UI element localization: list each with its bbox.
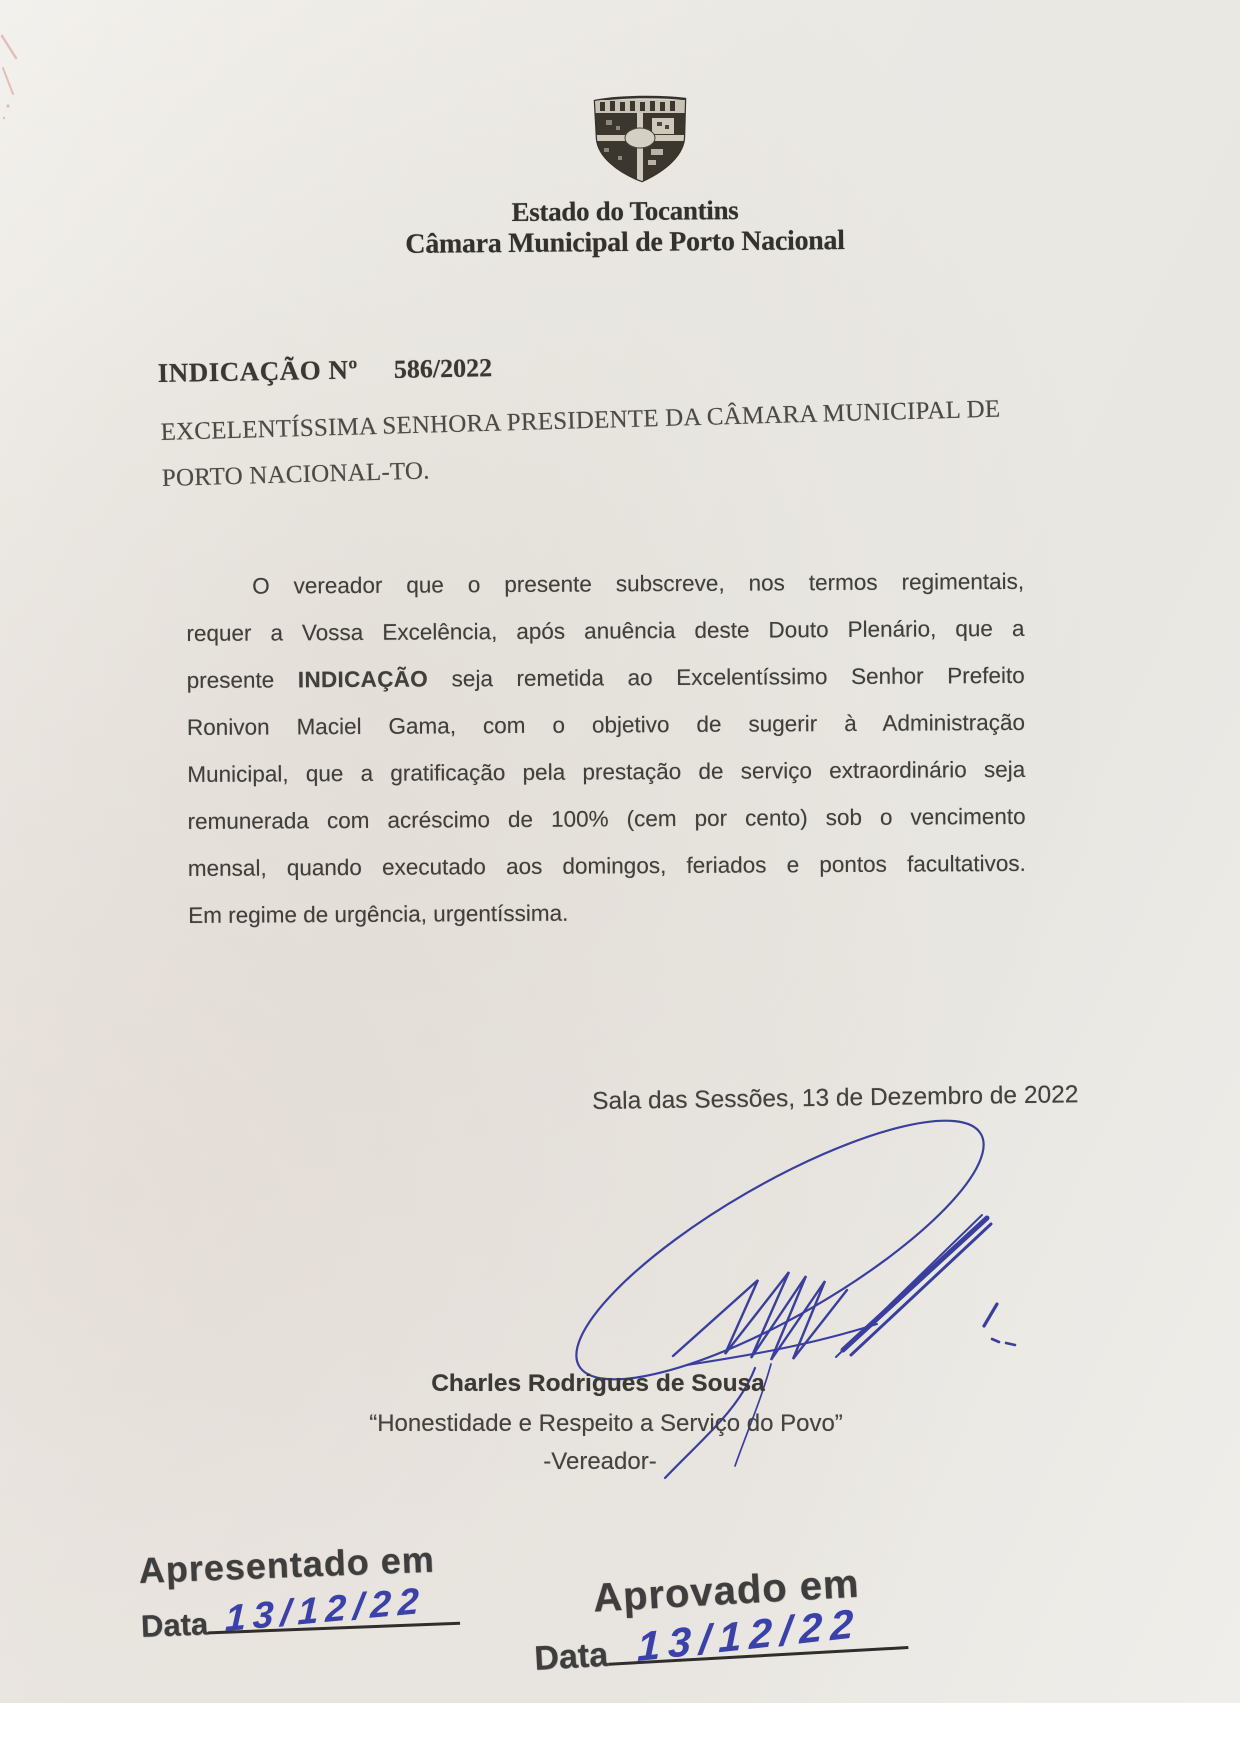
body-line [187, 652, 1025, 704]
stamp-presented-date-row [140, 1579, 461, 1645]
stamp-presented-date-label: Data [140, 1606, 209, 1644]
body-line: mensal, quando executado aos domingos, feriados e pontos facultativos. [187, 850, 1026, 881]
stamp-approved-title: Aprovado em [591, 1561, 861, 1621]
body-line3-post: seja remetida ao Excelentíssimo Senhor Prefeito [451, 662, 1025, 692]
stamp-approved-date-row [533, 1599, 909, 1679]
stamp-approved-handwritten-date: 13/12/22 [636, 1599, 862, 1671]
scan-background-strip [0, 1703, 1240, 1755]
body-line: O vereador que o presente subscreve, nos termos regimentais, [252, 568, 1025, 599]
session-dateline: Sala das Sessões, 13 de Dezembro de 2022 [592, 1081, 1079, 1115]
body-line: requer a Vossa Excelência, após anuência deste Douto Plenário, que a [186, 615, 1025, 646]
stamp-presented-title: Apresentado em [138, 1538, 436, 1591]
stamp-presented-date-line [207, 1579, 460, 1639]
addressee-block [160, 383, 1122, 502]
signer-name: Charles Rodrigues de Sousa [431, 1370, 765, 1397]
addressee-line-1: EXCELENTÍSSIMA SENHORA PRESIDENTE DA CÂMARA MUNICIPAL DE [160, 395, 1001, 446]
document-number-value: 586/2022 [393, 353, 493, 384]
stamp-presented [138, 1538, 461, 1645]
red-pen-edge-marks-icon [0, 24, 34, 134]
coat-of-arms-icon [588, 92, 692, 184]
body-line: remunerada com acréscimo de 100% (cem por cento) sob o vencimento [187, 803, 1026, 834]
header-state: Estado do Tocantins [511, 195, 739, 227]
body-line: Municipal, que a gratificação pela prestação de serviço extraordinário seja [187, 756, 1026, 787]
document-number-label: INDICAÇÃO Nº [157, 354, 359, 389]
stamp-approved [530, 1559, 909, 1679]
document-number-line [157, 352, 492, 389]
stamp-approved-date-label: Data [533, 1635, 610, 1678]
stamp-approved-date-line [607, 1599, 909, 1671]
body-line3-bold: INDICAÇÃO [297, 666, 429, 693]
header-chamber: Câmara Municipal de Porto Nacional [405, 225, 845, 260]
signer-motto: “Honestidade e Respeito a Serviço do Povo” [369, 1410, 843, 1437]
signer-role: -Vereador- [543, 1448, 657, 1475]
body-line3-pre: presente [186, 667, 275, 693]
body-paragraph [186, 558, 1026, 939]
body-line: Em regime de urgência, urgentíssima. [188, 900, 569, 928]
body-line: Ronivon Maciel Gama, com o objetivo de sugerir à Administração [186, 709, 1026, 740]
addressee-line-2: PORTO NACIONAL-TO. [161, 457, 431, 492]
stamp-presented-handwritten-date: 13/12/22 [224, 1579, 427, 1639]
